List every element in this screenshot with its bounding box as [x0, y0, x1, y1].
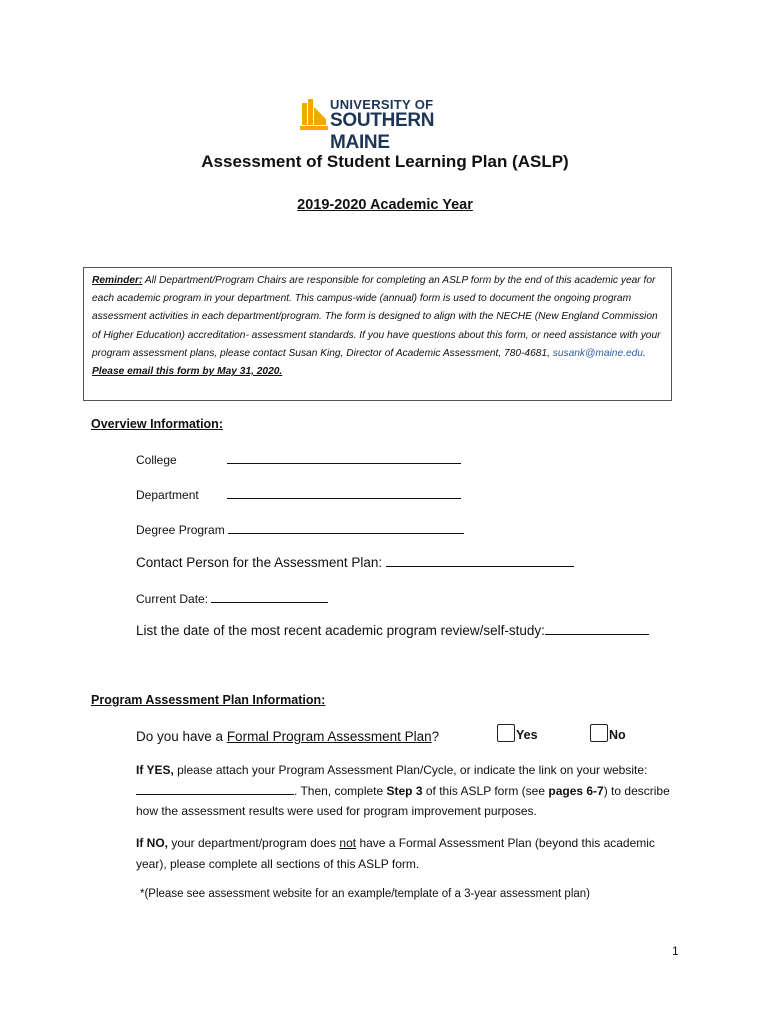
yes-option[interactable]: [497, 724, 538, 742]
logo-line-2: SOUTHERN MAINE: [330, 110, 435, 153]
formal-plan-term: Formal Program Assessment Plan: [226, 729, 432, 744]
department-label: Department: [136, 488, 199, 502]
reminder-box: [83, 267, 672, 401]
yes-label: Yes: [516, 728, 538, 742]
plan-heading: Program Assessment Plan Information:: [91, 693, 326, 707]
reminder-separator: .: [642, 347, 646, 359]
overview-heading: Overview Information:: [91, 417, 223, 431]
no-option[interactable]: [590, 724, 626, 742]
usm-logo: [300, 97, 475, 153]
reminder-body: All Department/Program Chairs are responsible for completing an ASLP form by the end of this academic year for each academic program in your department. This campus-wide (annual) form is used to document the ongoing program assessment activities in each department/program. The form is designed to align with the NECHE (New England Commission of Higher Education) accreditation- assessment standards. If you have questions about this form, or need assistance with your program assessment plans, please contact Susan King, Director of Academic Assessment, 780-4681,: [92, 275, 661, 359]
template-note: *(Please see assessment website for an example/template of a 3-year assessment plan): [140, 888, 590, 900]
review-date-row: [136, 623, 649, 638]
contact-field[interactable]: [386, 555, 574, 567]
if-no-paragraph: If NO, your department/program does not have a Formal Assessment Plan (beyond this academic year), please complete all sections of this ASLP form.: [136, 836, 655, 871]
college-label: College: [136, 453, 177, 467]
page-number: 1: [672, 944, 679, 958]
formal-plan-question: Do you have a Formal Program Assessment Plan?: [136, 729, 440, 744]
contact-email-link[interactable]: susank@maine.edu: [552, 347, 643, 359]
reminder-deadline: Please email this form by May 31, 2020.: [92, 366, 283, 378]
academic-year: 2019-2020 Academic Year: [297, 197, 473, 213]
yes-checkbox[interactable]: [497, 724, 515, 742]
degree-label: Degree Program: [136, 523, 225, 537]
lighthouse-logo-icon: [300, 97, 328, 133]
current-date-label: Current Date:: [136, 592, 209, 606]
current-date-field[interactable]: [211, 591, 328, 603]
logo-line-1: UNIVERSITY OF: [330, 97, 434, 112]
no-label: No: [609, 728, 626, 742]
department-field[interactable]: [227, 487, 461, 499]
document-title: Assessment of Student Learning Plan (ASLP): [201, 152, 569, 171]
review-date-label: List the date of the most recent academic program review/self-study:: [136, 623, 545, 638]
degree-row: [136, 522, 464, 537]
contact-label: Contact Person for the Assessment Plan:: [136, 555, 383, 570]
reminder-label: Reminder:: [92, 275, 143, 286]
review-date-field[interactable]: [545, 623, 649, 635]
college-field[interactable]: [227, 452, 461, 464]
website-link-field[interactable]: [136, 783, 294, 795]
no-checkbox[interactable]: [590, 724, 608, 742]
contact-row: [136, 555, 574, 570]
department-row: [136, 487, 461, 502]
degree-field[interactable]: [228, 522, 464, 534]
current-date-row: [136, 591, 328, 606]
if-yes-paragraph: If YES, please attach your Program Assessment Plan/Cycle, or indicate the link on your website: . Then, complete Step 3 of this ASLP form (see pages 6-7) to describe how the assessment results were used for program improvement purposes.: [136, 763, 670, 818]
college-row: [136, 452, 461, 467]
